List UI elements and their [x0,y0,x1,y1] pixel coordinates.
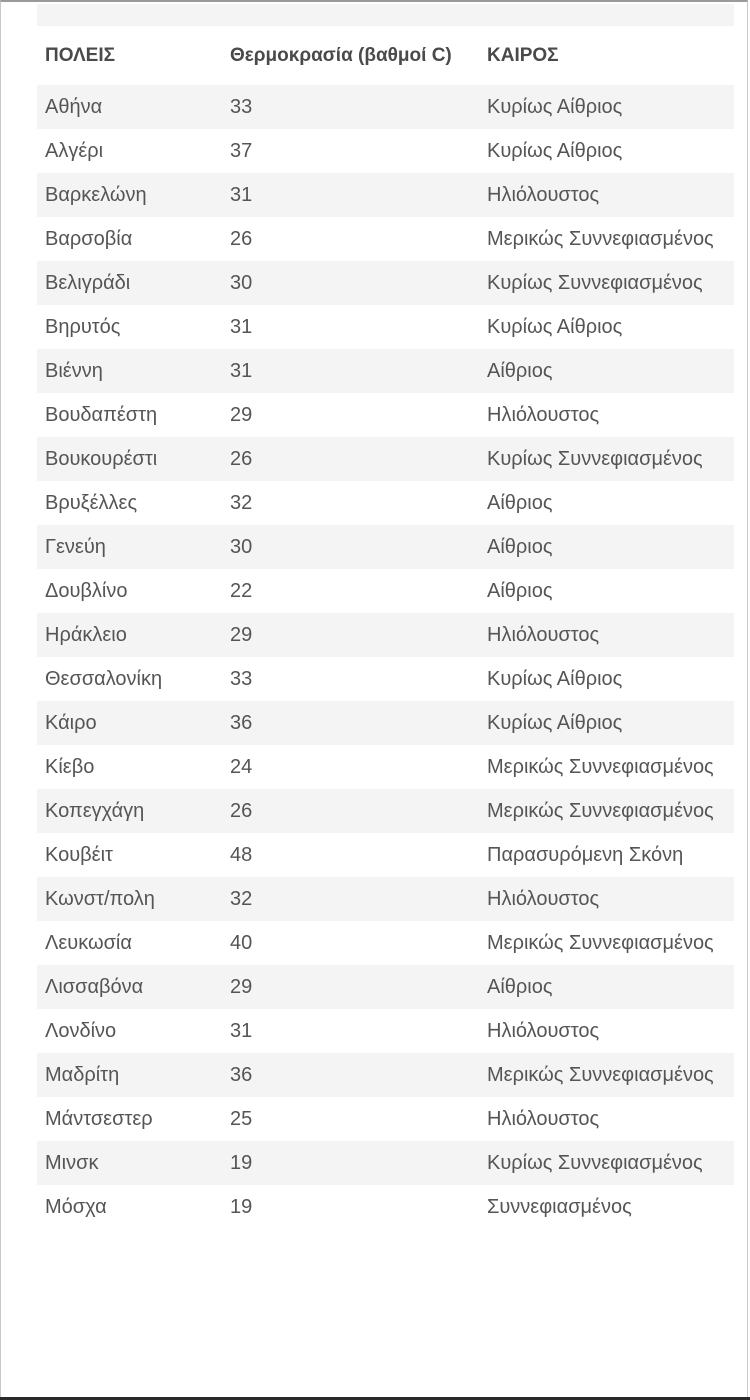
table-row [37,1141,734,1185]
temperature-cell: 36 [222,1053,479,1097]
table-row [37,745,734,789]
city-cell: Βηρυτός [37,305,222,349]
weather-cell: Μερικώς Συννεφιασμένος [479,1053,734,1097]
city-cell: Λισσαβόνα [37,965,222,1009]
temperature-cell: 29 [222,613,479,657]
city-cell: Βουκουρέστι [37,437,222,481]
table-row [37,261,734,305]
temperature-cell: 24 [222,745,479,789]
weather-cell: Ηλιόλουστος [479,877,734,921]
weather-cell: Κυρίως Συννεφιασμένος [479,1141,734,1185]
table-row [37,525,734,569]
weather-cell: Ηλιόλουστος [479,1009,734,1053]
header-temperature: Θερμοκρασία (βαθμοί C) [222,26,479,85]
city-cell: Βελιγράδι [37,261,222,305]
weather-cell: Ηλιόλουστος [479,613,734,657]
weather-cell: Αίθριος [479,349,734,393]
table-row [37,129,734,173]
weather-cell: Μερικώς Συννεφιασμένος [479,745,734,789]
table-header [37,26,734,85]
city-cell: Ηράκλειο [37,613,222,657]
temperature-cell: 37 [222,129,479,173]
table-row [37,833,734,877]
city-cell: Κίεβο [37,745,222,789]
city-cell: Θεσσαλονίκη [37,657,222,701]
city-cell: Δουβλίνο [37,569,222,613]
table-row [37,173,734,217]
city-cell: Μινσκ [37,1141,222,1185]
weather-cell: Κυρίως Αίθριος [479,701,734,745]
table-row [37,701,734,745]
temperature-cell: 32 [222,877,479,921]
weather-cell: Συννεφιασμένος [479,1185,734,1229]
header-weather: ΚΑΙΡΟΣ [479,26,734,85]
table-row [37,965,734,1009]
temperature-cell: 26 [222,789,479,833]
table-row [37,613,734,657]
city-cell: Λευκωσία [37,921,222,965]
table-row [37,85,734,129]
weather-cell: Μερικώς Συννεφιασμένος [479,217,734,261]
temperature-cell: 26 [222,217,479,261]
table-row [37,569,734,613]
weather-cell: Κυρίως Αίθριος [479,657,734,701]
temperature-cell: 33 [222,85,479,129]
header-city: ΠΟΛΕΙΣ [37,26,222,85]
city-cell: Βρυξέλλες [37,481,222,525]
table-row [37,657,734,701]
temperature-cell: 48 [222,833,479,877]
temperature-cell: 25 [222,1097,479,1141]
city-cell: Κάιρο [37,701,222,745]
weather-cell: Μερικώς Συννεφιασμένος [479,921,734,965]
temperature-cell: 31 [222,1009,479,1053]
city-cell: Κοπεγχάγη [37,789,222,833]
city-cell: Μαδρίτη [37,1053,222,1097]
table-row [37,481,734,525]
city-cell: Μόσχα [37,1185,222,1229]
city-cell: Κουβέιτ [37,833,222,877]
city-cell: Αλγέρι [37,129,222,173]
table-row [37,305,734,349]
table-row [37,877,734,921]
table-row [37,921,734,965]
temperature-cell: 30 [222,525,479,569]
table-row [37,437,734,481]
temperature-cell: 36 [222,701,479,745]
weather-cell: Ηλιόλουστος [479,173,734,217]
weather-cell: Κυρίως Συννεφιασμένος [479,261,734,305]
city-cell: Γενεύη [37,525,222,569]
weather-cell: Αίθριος [479,569,734,613]
temperature-cell: 31 [222,305,479,349]
weather-cell: Αίθριος [479,965,734,1009]
table-row [37,217,734,261]
temperature-cell: 19 [222,1185,479,1229]
temperature-cell: 32 [222,481,479,525]
weather-cell: Μερικώς Συννεφιασμένος [479,789,734,833]
table-row [37,393,734,437]
temperature-cell: 22 [222,569,479,613]
city-cell: Βιέννη [37,349,222,393]
temperature-cell: 29 [222,965,479,1009]
temperature-cell: 26 [222,437,479,481]
weather-cell: Αίθριος [479,481,734,525]
city-cell: Αθήνα [37,85,222,129]
table-body [37,85,734,1229]
temperature-cell: 33 [222,657,479,701]
table-row [37,1009,734,1053]
weather-cell: Ηλιόλουστος [479,1097,734,1141]
weather-cell: Παρασυρόμενη Σκόνη [479,833,734,877]
weather-table [37,26,734,1229]
table-row [37,789,734,833]
temperature-cell: 29 [222,393,479,437]
temperature-cell: 31 [222,349,479,393]
temperature-cell: 31 [222,173,479,217]
table-row [37,1185,734,1229]
header-row [37,26,734,85]
city-cell: Λονδίνο [37,1009,222,1053]
weather-table-container [37,4,734,1229]
weather-cell: Αίθριος [479,525,734,569]
table-row [37,349,734,393]
temperature-cell: 40 [222,921,479,965]
weather-cell: Κυρίως Αίθριος [479,305,734,349]
table-top-strip [37,4,734,26]
city-cell: Βαρκελώνη [37,173,222,217]
city-cell: Μάντσεστερ [37,1097,222,1141]
city-cell: Βαρσοβία [37,217,222,261]
table-row [37,1053,734,1097]
temperature-cell: 19 [222,1141,479,1185]
city-cell: Κωνστ/πολη [37,877,222,921]
table-row [37,1097,734,1141]
weather-cell: Κυρίως Αίθριος [479,129,734,173]
weather-cell: Κυρίως Αίθριος [479,85,734,129]
temperature-cell: 30 [222,261,479,305]
weather-cell: Κυρίως Συννεφιασμένος [479,437,734,481]
city-cell: Βουδαπέστη [37,393,222,437]
weather-cell: Ηλιόλουστος [479,393,734,437]
